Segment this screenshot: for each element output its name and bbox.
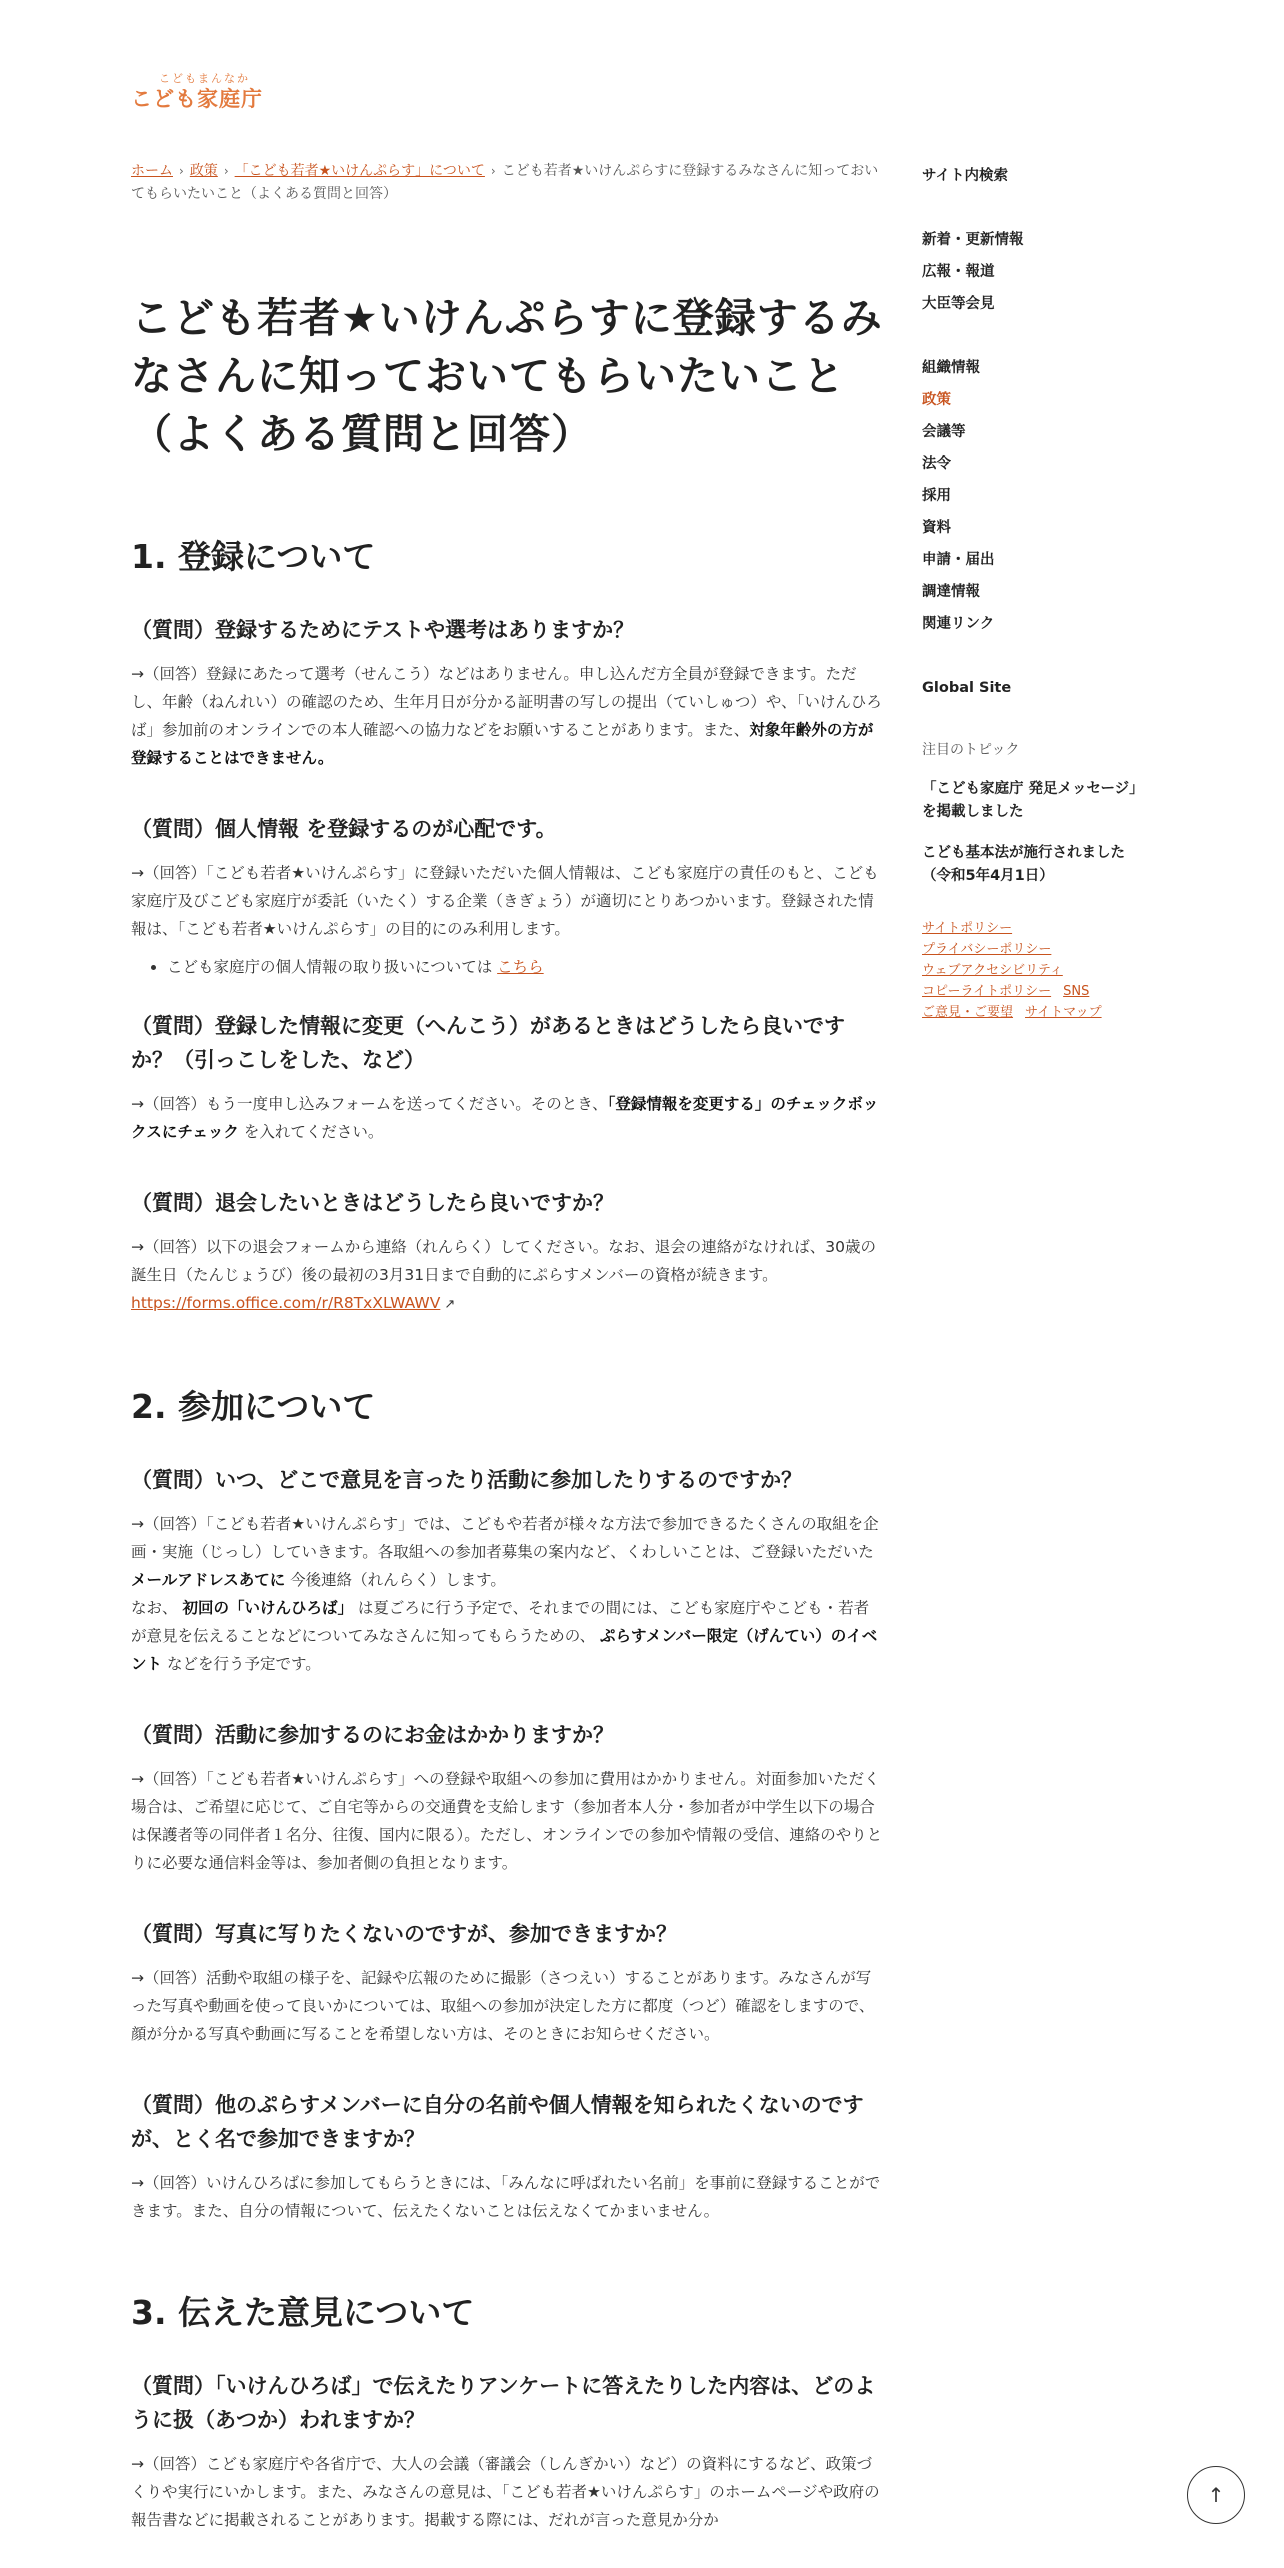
main-content (131, 160, 883, 2534)
sidebar-group-news (922, 224, 1152, 320)
breadcrumb-parent[interactable]: 「こども若者★いけんぷらす」について (234, 163, 485, 179)
sidebar-item-meetings[interactable]: 会議等 (922, 424, 966, 440)
answer-text: →（回答）「こども若者★いけんぷらす」では、こどもや若者が様々な方法で参加できるたくさんの取組を企画・実施（じっし）していきます。各取組への参加者募集の案内など、くわしいことは、ご登録いただいた メールアドレスあてに 今後連絡（れんらく）します。 なお、 初回の「いけんひろば」 は夏ごろに行う予定で、それまでの間には、こども家庭庁やこども・若者が意見を伝えることなどについてみなさんに知ってもらうための、 ぷらすメンバー限定（げんてい）のイベント などを行う予定です。 (131, 1515, 879, 1673)
sidebar-item-procurement[interactable]: 調達情報 (922, 584, 980, 600)
question-heading: （質問）登録するためにテストや選考はありますか？ (131, 618, 635, 642)
section-title: 3. 伝えた意見について (131, 2293, 475, 2332)
footer-link-sns[interactable]: SNS (1063, 984, 1090, 999)
section-title: 1. 登録について (131, 537, 376, 576)
footer-link-privacy[interactable]: プライバシーポリシー (922, 942, 1052, 957)
sidebar (922, 160, 1152, 1023)
breadcrumb-home[interactable]: ホーム (131, 163, 173, 179)
topics-heading: 注目のトピック (922, 742, 1020, 758)
section-participation (131, 1385, 883, 2225)
footer-link-opinion[interactable]: ご意見・ご要望 (922, 1005, 1014, 1020)
topic-link-message[interactable]: 「こども家庭庁 発足メッセージ」を掲載しました (922, 781, 1144, 820)
section-registration (131, 535, 883, 1319)
breadcrumb-policy[interactable]: 政策 (189, 163, 218, 179)
footer-link-sitemap[interactable]: サイトマップ (1025, 1005, 1102, 1020)
page-title: こども若者★いけんぷらすに登録するみなさんに知っておいてもらいたいこと（よくある質問と回答） (131, 294, 883, 458)
topic-link-basic-law[interactable]: こども基本法が施行されました（令和5年4月1日） (922, 845, 1125, 884)
global-site-link[interactable]: Global Site (922, 680, 1012, 696)
sidebar-item-minister[interactable]: 大臣等会見 (922, 296, 995, 312)
question-heading: （質問）個人情報 を登録するのが心配です。 (131, 817, 557, 841)
question-heading: （質問）登録した情報に変更（へんこう）があるときはどうしたら良いですか？（引っこしをした、など） (131, 1014, 845, 1072)
answer-text: →（回答）登録にあたって選考（せんこう）などはありません。申し込んだ方全員が登録できます。ただし、年齢（ねんれい）の確認のため、生年月日が分かる証明書の写しの提出（ていしゅつ）や、「いけんひろば」参加前のオンラインでの本人確認への協力などをお願いすることがあります。また、対象年齢外の方が登録することはできません。 (131, 665, 882, 767)
site-logo[interactable] (131, 72, 291, 124)
answer-text: →（回答）「こども若者★いけんぷらす」への登録や取組への参加に費用はかかりません。対面参加いただく場合は、ご希望に応じて、ご自宅等からの交通費を支給します（参加者本人分・参加者が中学生以下の場合は保護者等の同伴者１名分、往復、国内に限る）。ただし、オンラインでの参加や情報の受信、連絡のやりとりに必要な通信料金等は、参加者側の負担となります。 (131, 1770, 883, 1872)
list-item: • こども家庭庁の個人情報の取り扱いについては こちら (167, 953, 883, 981)
answer-text: →（回答）こども家庭庁や各省庁で、大人の会議（審議会（しんぎかい）など）の資料にするなど、政策づくりや実行にいかします。また、みなさんの意見は、「こども若者★いけんぷらす」のホームページや政府の報告書などに掲載されることがあります。掲載する際には、だれが言った意見か分か (131, 2455, 880, 2529)
sidebar-item-organization[interactable]: 組織情報 (922, 360, 980, 376)
external-link-icon: ↗ (444, 1297, 456, 1312)
answer-emphasis: 対象年齢外の方が登録することはできません。 (131, 721, 874, 767)
sidebar-item-recruit[interactable]: 採用 (922, 488, 951, 504)
footer-link-accessibility[interactable]: ウェブアクセシビリティ (922, 963, 1063, 978)
answer-text: →（回答）いけんひろばに参加してもらうときには、「みんなに呼ばれたい名前」を事前に登録することができます。また、自分の情報について、伝えたくないことは伝えなくてかまいません。 (131, 2174, 881, 2220)
question-heading: （質問）いつ、どこで意見を言ったり活動に参加したりするのですか？ (131, 1468, 803, 1492)
site-search-link[interactable]: サイト内検索 (922, 168, 1008, 184)
chevron-right-icon: › (223, 164, 229, 178)
footer-link-site-policy[interactable]: サイトポリシー (922, 921, 1013, 936)
sidebar-item-news[interactable]: 新着・更新情報 (922, 232, 1024, 248)
answer-text: →（回答）以下の退会フォームから連絡（れんらく）してください。なお、退会の連絡がなければ、30歳の誕生日（たんじょうび）後の最初の3月31日まで自動的にぷらすメンバーの資格が続きます。 https://forms.office.com/r/R8TxXLWAWV ↗ (131, 1238, 876, 1312)
sidebar-item-links[interactable]: 関連リンク (922, 616, 995, 632)
question-heading: （質問）退会したいときはどうしたら良いですか？ (131, 1191, 614, 1215)
logo-tagline: こどもまんなか (159, 72, 250, 85)
footer-links (922, 918, 1152, 1023)
breadcrumb-current: こども若者★いけんぷらすに登録するみなさんに知っておいてもらいたいこと（よくある質問と回答） (131, 163, 879, 202)
logo-text: こども家庭庁 (131, 87, 263, 111)
answer-text: →（回答）もう一度申し込みフォームを送ってください。そのとき、「登録情報を変更する」のチェックボックスにチェック を入れてください。 (131, 1095, 879, 1141)
question-heading: （質問）写真に写りたくないのですが、参加できますか？ (131, 1922, 677, 1946)
sidebar-item-press[interactable]: 広報・報道 (922, 264, 995, 280)
note-list (131, 953, 883, 981)
question-heading: （質問）「いけんひろば」で伝えたりアンケートに答えたりした内容は、どのように扱（あつか）われますか？ (131, 2374, 876, 2432)
sidebar-item-materials[interactable]: 資料 (922, 520, 951, 536)
sidebar-item-policy[interactable]: 政策 (922, 392, 951, 408)
question-heading: （質問）他のぷらすメンバーに自分の名前や個人情報を知られたくないのですが、とく名で参加できますか？ (131, 2093, 864, 2151)
chevron-right-icon: › (179, 164, 184, 178)
privacy-link[interactable]: こちら (497, 958, 544, 976)
section-title: 2. 参加について (131, 1387, 376, 1426)
answer-text: →（回答）活動や取組の様子を、記録や広報のために撮影（さつえい）することがあります。みなさんが写った写真や動画を使って良いかについては、取組への参加が決定した方に都度（つど）確認をしますので、顔が分かる写真や動画に写ることを希望しない方は、そのときにお知らせください。 (131, 1969, 875, 2043)
breadcrumb (131, 160, 883, 206)
footer-link-copyright[interactable]: コピーライトポリシー (922, 984, 1052, 999)
question-heading: （質問）活動に参加するのにお金はかかりますか？ (131, 1723, 614, 1747)
sidebar-group-main (922, 352, 1152, 640)
arrow-up-icon: ↑ (1207, 2483, 1225, 2507)
sidebar-item-applications[interactable]: 申請・届出 (922, 552, 995, 568)
withdrawal-form-link[interactable]: https://forms.office.com/r/R8TxXLWAWV (131, 1294, 441, 1312)
answer-text: →（回答）「こども若者★いけんぷらす」に登録いただいた個人情報は、こども家庭庁の責任のもと、こども家庭庁及びこども家庭庁が委託（いたく）する企業（きぎょう）が適切にとりあつかいます。登録された情報は、「こども若者★いけんぷらす」の目的にのみ利用します。 (131, 864, 879, 938)
scroll-to-top-button[interactable] (1187, 2466, 1245, 2524)
sidebar-item-laws[interactable]: 法令 (922, 456, 951, 472)
section-opinions (131, 2291, 883, 2534)
chevron-right-icon: › (490, 164, 496, 178)
